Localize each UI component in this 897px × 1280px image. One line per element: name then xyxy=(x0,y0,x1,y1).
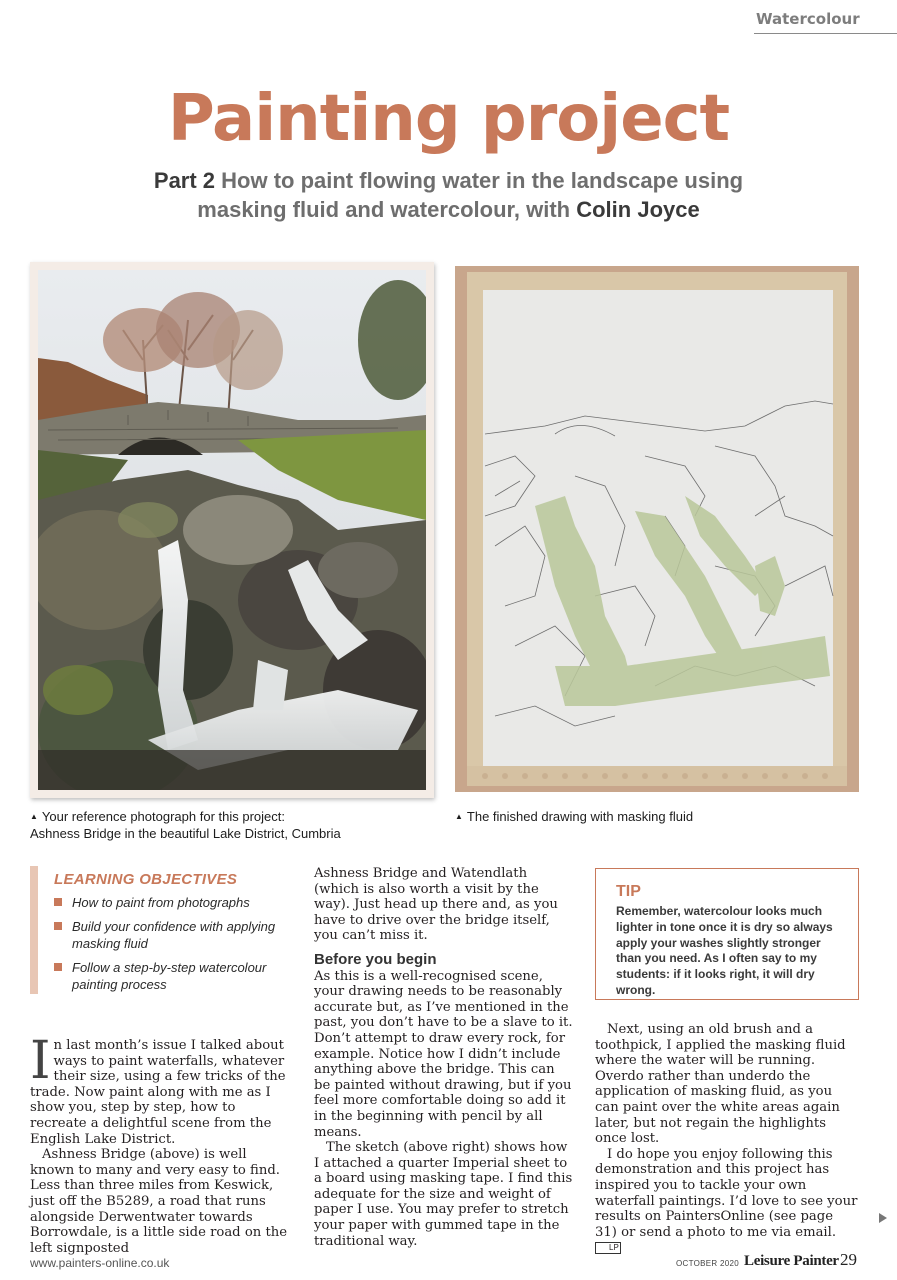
learning-objectives xyxy=(30,866,292,994)
page-title: Painting project xyxy=(167,82,730,156)
body-paragraph: Next, using an old brush and a toothpick, I applied the masking fluid where the water will be running. Overdo rather than underdo the application of masking fluid, as you can paint over the white areas again later, but not regain the highlights once lost. xyxy=(595,1022,846,1147)
section-tag: Watercolour xyxy=(754,8,897,34)
tip-text: Remember, watercolour looks much lighter in tone once it is dry so always apply your washes slightly stronger than you need. As I often say to my students: if it looks right, it will dry wrong. xyxy=(616,904,833,997)
page-number: 29 xyxy=(840,1250,857,1269)
drawing-caption xyxy=(455,808,875,825)
photo-caption-line2: Ashness Bridge in the beautiful Lake District, Cumbria xyxy=(30,826,341,841)
caption-triangle-icon: ▲ xyxy=(30,812,38,821)
body-column-3 xyxy=(595,1022,859,1256)
caption-triangle-icon: ▲ xyxy=(455,812,463,821)
bullet-square-icon xyxy=(54,922,62,930)
pencil-sketch-masking-fluid xyxy=(455,266,859,792)
drawing-photo-frame xyxy=(455,266,859,792)
drawing-caption-text: The finished drawing with masking fluid xyxy=(466,809,694,824)
body-column-2 xyxy=(314,866,574,1249)
body-paragraph: The sketch (above right) shows how I attached a quarter Imperial sheet to a board using masking tape. I find this adequate for the size and weight of paper I use. You may prefer to stretch your paper with gummed tape in the traditional way. xyxy=(314,1140,573,1249)
subtitle xyxy=(120,166,777,224)
photo-caption-line1: Your reference photograph for this project: xyxy=(41,809,285,824)
footer-date: OCTOBER 2020 xyxy=(676,1259,740,1268)
objective-item: Build your confidence with applying masking fluid xyxy=(54,918,292,952)
next-page-arrow-icon xyxy=(879,1213,887,1223)
objective-item: How to paint from photographs xyxy=(54,894,292,911)
body-paragraph: Ashness Bridge (above) is well known to many and very easy to find. Less than three miles from Keswick, just off the B5289, a road that runs alongside Derwentwater towards Borrowdale, is a little side road on the left signposted xyxy=(30,1147,288,1256)
objective-item: Follow a step-by-step watercolour painting process xyxy=(54,959,292,993)
photo-caption xyxy=(30,808,450,842)
subtitle-text: How to paint flowing water in the landscape using masking fluid and watercolour, with xyxy=(197,168,744,222)
body-paragraph: As this is a well-recognised scene, your drawing needs to be reasonably accurate but, as I’ve mentioned in the past, you don’t have to be a slave to it. Don’t attempt to draw every rock, for example. Notice how I didn’t include anything above the bridge. This can be painted without drawing, but if you feel more comfortable doing so add it in the beginning with pencil by all means. xyxy=(314,968,573,1140)
body-column-1 xyxy=(30,1031,292,1256)
bullet-square-icon xyxy=(54,963,62,971)
body-paragraph: Ashness Bridge and Watendlath (which is also worth a visit by the way). Just head up there and, as you have to drive over the bridge itself, you can’t miss it. xyxy=(314,866,558,944)
subtitle-part: Part 2 xyxy=(153,168,216,193)
bullet-square-icon xyxy=(54,898,62,906)
subtitle-author: Colin Joyce xyxy=(576,197,700,222)
footer-magazine: Leisure Painter xyxy=(744,1253,839,1269)
end-mark-icon: LP xyxy=(595,1242,621,1254)
tip-title: TIP xyxy=(616,883,641,900)
reference-photo-frame xyxy=(30,262,434,798)
objectives-title: LEARNING OBJECTIVES xyxy=(54,871,238,888)
section-heading: Before you begin xyxy=(314,950,437,968)
drop-cap: I xyxy=(30,1031,51,1091)
footer-url[interactable]: www.painters-online.co.uk xyxy=(30,1256,170,1270)
tip-box xyxy=(595,868,859,1000)
body-paragraph: I do hope you enjoy following this demonstration and this project has inspired you to tackle your own waterfall paintings. I’d love to see your results on PaintersOnline (see page 31) or send a photo to me via email. LP xyxy=(595,1146,858,1253)
waterfall-bridge-photo xyxy=(38,270,426,790)
body-paragraph: In last month’s issue I talked about ways to paint waterfalls, whatever their size, using a few tricks of the trade. Now paint along with me as I show you, step by step, how to recreate a delightful scene from the English Lake District. xyxy=(30,1031,286,1147)
